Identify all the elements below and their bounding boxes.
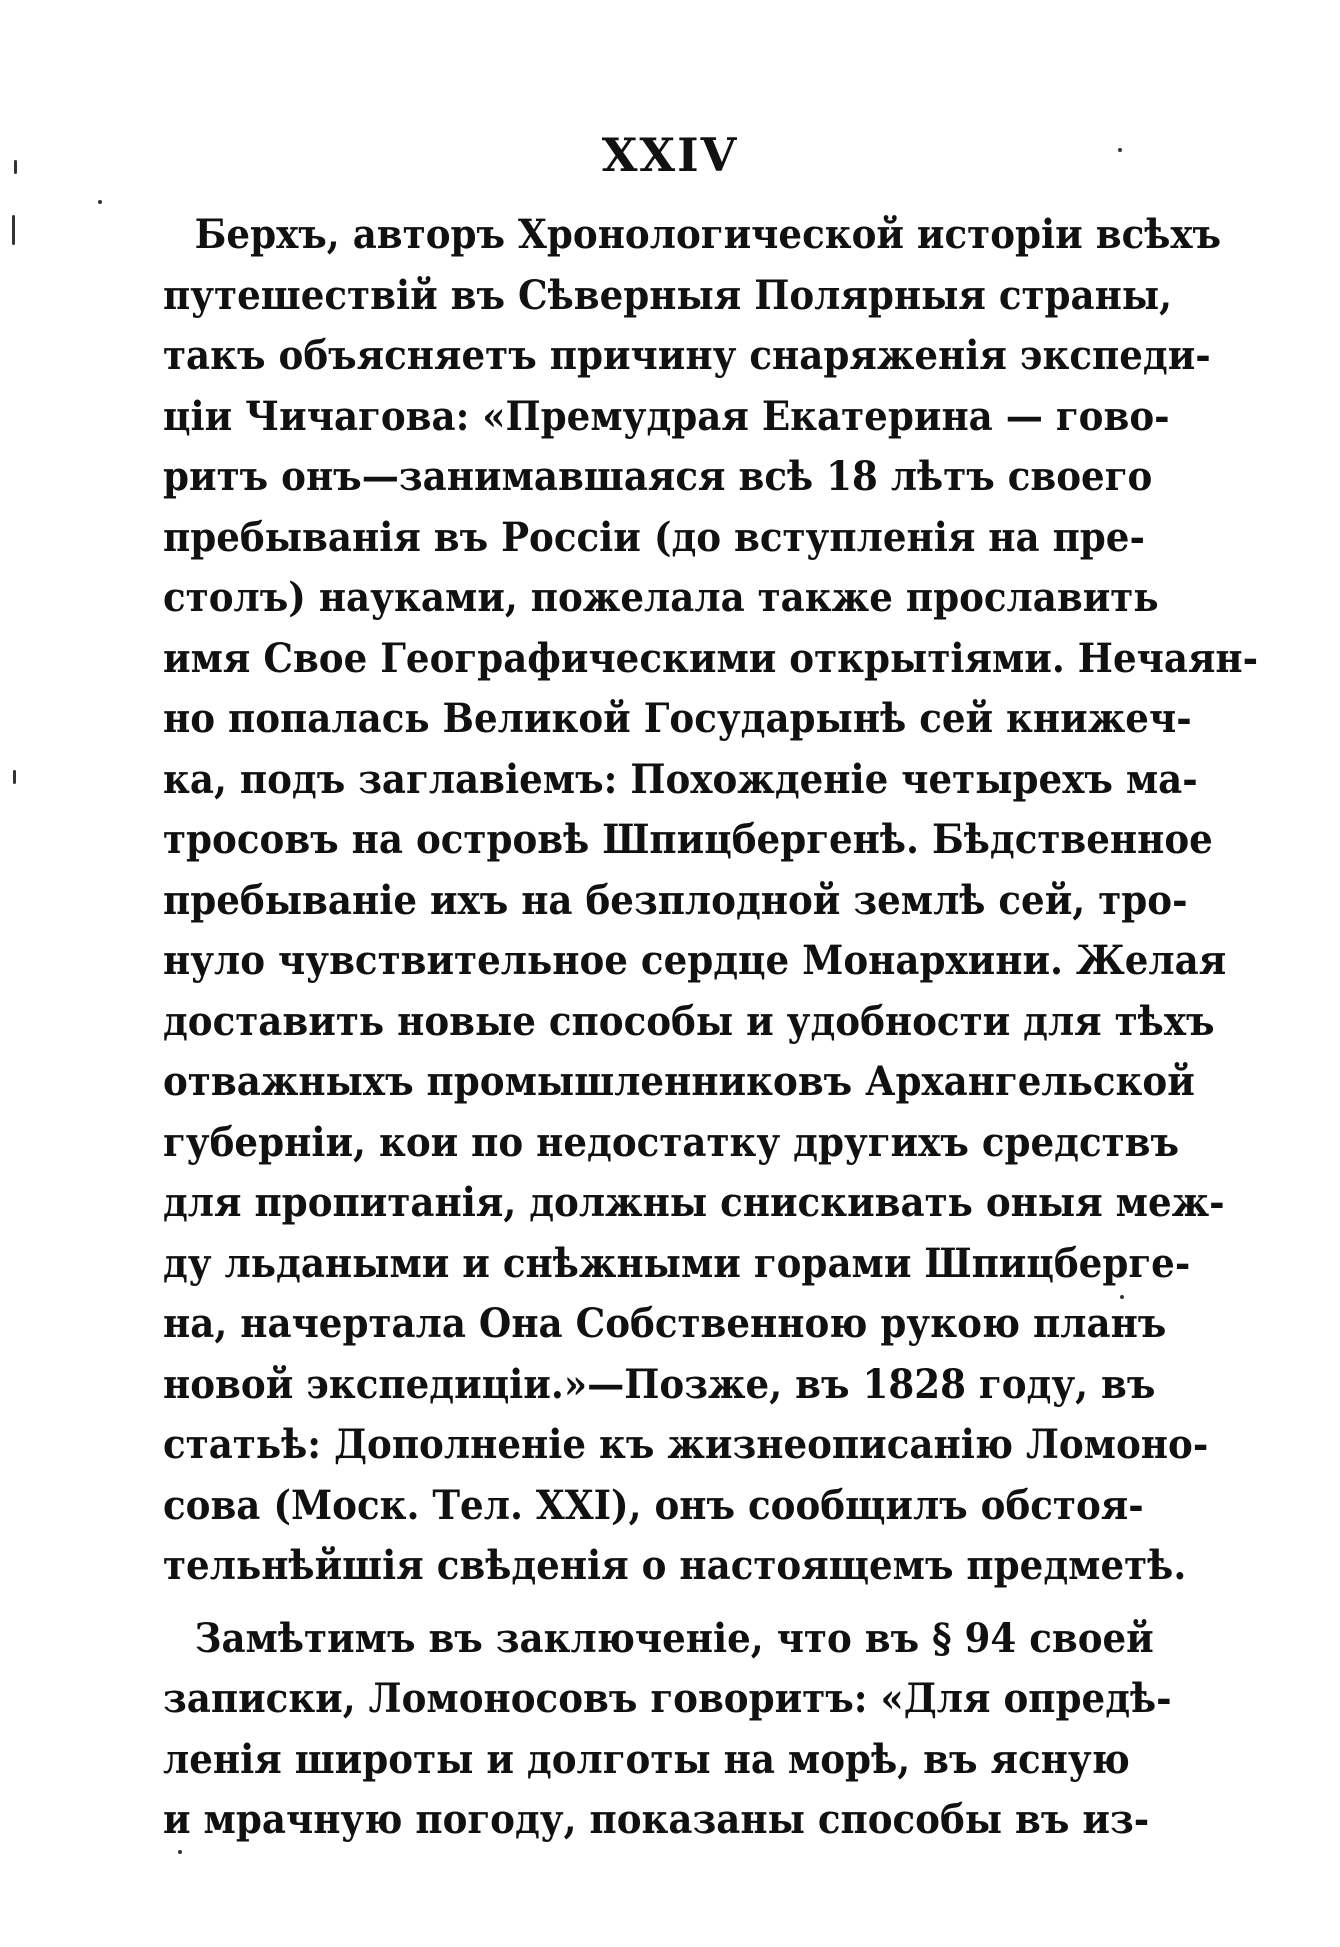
text-line: пребыванія въ Россіи (до вступленія на пре- xyxy=(163,513,1145,561)
page-number: XXIV xyxy=(601,128,739,182)
text-line: ритъ онъ—занимавшаяся всѣ 18 лѣтъ своего xyxy=(163,453,1153,500)
text-line: путешествій въ Сѣверныя Полярныя страны, xyxy=(163,271,1173,319)
text-line: такъ объясняетъ причину снаряженія экспеди- xyxy=(163,332,1211,379)
scan-speck xyxy=(98,200,102,204)
text-line: новой экспедиціи.»—Позже, въ 1828 году, въ xyxy=(163,1360,1156,1408)
text-line: ціи Чичагова: «Премудрая Екатерина — гово- xyxy=(163,392,1170,440)
text-line: Замѣтимъ въ заключеніе, что въ § 94 своей xyxy=(194,1614,1154,1662)
scan-speck xyxy=(12,215,15,245)
text-line: имя Свое Географическими открытіями. Нечаян- xyxy=(163,634,1259,682)
scan-speck xyxy=(14,160,17,174)
text-line: пребываніе ихъ на безплодной землѣ сей, тро- xyxy=(163,876,1188,924)
scan-speck xyxy=(13,770,16,784)
text-line: записки, Ломоносовъ говоритъ: «Для опредѣ- xyxy=(163,1675,1172,1722)
text-line: для пропитанія, должны снискивать оныя меж- xyxy=(163,1179,1225,1226)
text-line: ленія широты и долготы на морѣ, въ ясную xyxy=(163,1735,1130,1783)
paragraph-gap xyxy=(163,1597,1078,1609)
text-line: и мрачную погоду, показаны способы въ из- xyxy=(163,1796,1150,1843)
text-line: статьѣ: Дополненіе къ жизнеописанію Ломоно- xyxy=(163,1421,1209,1468)
scan-speck xyxy=(1118,148,1122,152)
text-line: тросовъ на островѣ Шпицбергенѣ. Бѣдственное xyxy=(163,816,1213,863)
text-line: отважныхъ промышленниковъ Архангельской xyxy=(163,1058,1195,1105)
paragraph-2 xyxy=(163,1609,1172,1851)
text-line: губерніи, кои по недостатку другихъ средствъ xyxy=(163,1118,1180,1166)
text-line: ка, подъ заглавіемъ: Похожденіе четырехъ ма- xyxy=(163,755,1198,803)
text-line: столъ) науками, пожелала также прославить xyxy=(163,574,1159,621)
scan-speck xyxy=(1120,1295,1124,1299)
text-line: доставить новые способы и удобности для тѣхъ xyxy=(163,997,1215,1045)
body-text xyxy=(163,205,1259,1851)
text-line: но попалась Великой Государынѣ сей книжеч- xyxy=(163,695,1192,742)
text-line: нуло чувствительное сердце Монархини. Желая xyxy=(163,937,1227,984)
text-line: тельнѣйшія свѣденія о настоящемъ предметѣ. xyxy=(163,1542,1187,1589)
paragraph-1 xyxy=(163,205,1259,1597)
scan-speck xyxy=(178,1850,182,1854)
text-line: ду льдаными и снѣжными горами Шпицберге- xyxy=(163,1239,1191,1287)
text-line: на, начертала Она Собственною рукою планъ xyxy=(163,1300,1167,1347)
text-line: сова (Моск. Тел. XXI), онъ сообщилъ обстоя- xyxy=(163,1481,1144,1529)
text-line: Берхъ, авторъ Хронологической исторіи всѣхъ xyxy=(194,211,1222,258)
